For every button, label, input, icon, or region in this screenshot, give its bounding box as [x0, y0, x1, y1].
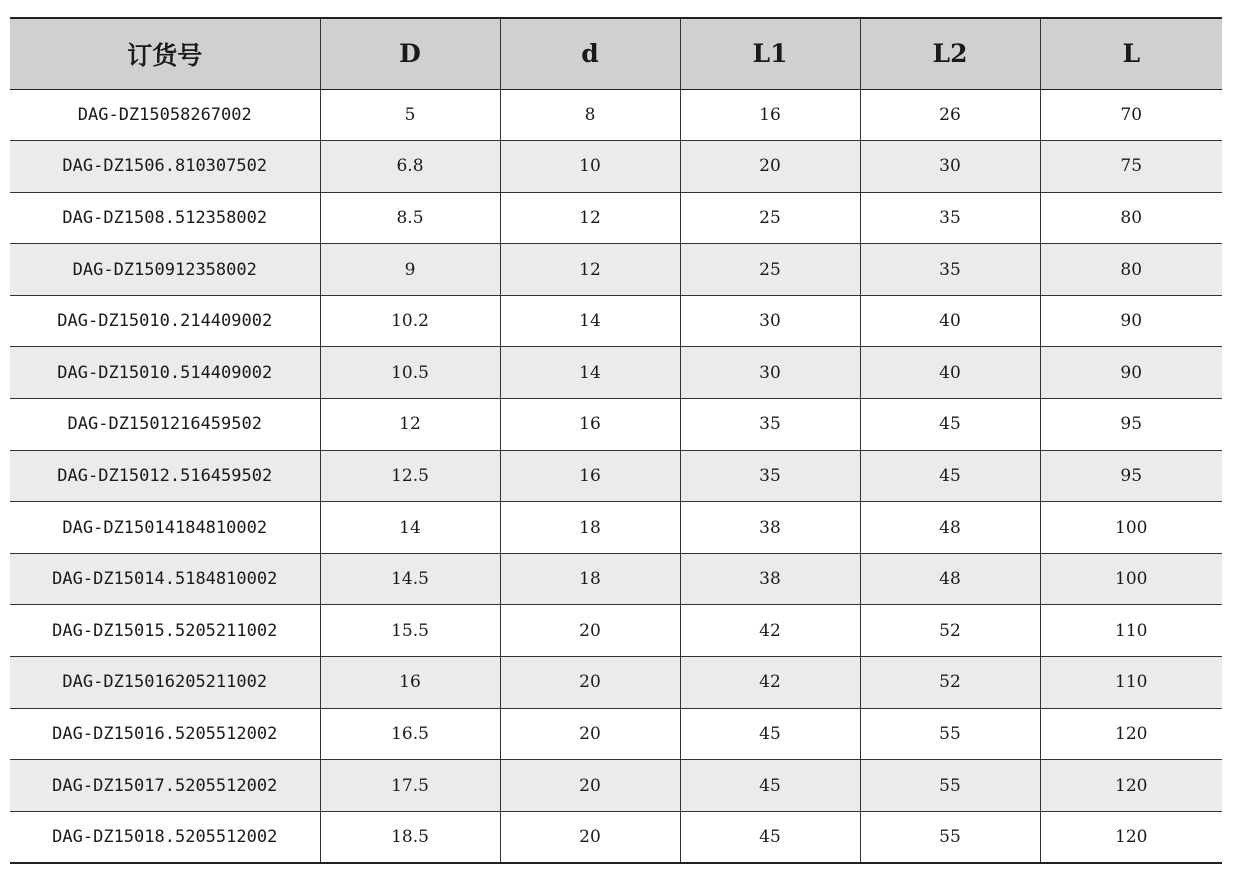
cell-L: 75: [1040, 141, 1222, 193]
cell-L1: 20: [680, 141, 860, 193]
cell-order-number: DAG-DZ1508.512358002: [10, 192, 320, 244]
cell-d: 20: [500, 811, 680, 863]
cell-order-number: DAG-DZ15010.214409002: [10, 295, 320, 347]
cell-L1: 42: [680, 605, 860, 657]
header-D: D: [320, 18, 500, 89]
cell-L: 80: [1040, 192, 1222, 244]
cell-D: 12: [320, 399, 500, 451]
cell-D: 8.5: [320, 192, 500, 244]
cell-L1: 25: [680, 192, 860, 244]
cell-d: 12: [500, 192, 680, 244]
cell-D: 17.5: [320, 760, 500, 812]
header-L: L: [1040, 18, 1222, 89]
cell-L1: 38: [680, 502, 860, 554]
cell-order-number: DAG-DZ15058267002: [10, 89, 320, 141]
cell-d: 20: [500, 708, 680, 760]
table-row: [10, 657, 1222, 709]
cell-L1: 35: [680, 399, 860, 451]
cell-order-number: DAG-DZ15018.5205512002: [10, 811, 320, 863]
cell-L2: 55: [860, 708, 1040, 760]
header-order-number: 订货号: [10, 18, 320, 89]
cell-L2: 45: [860, 450, 1040, 502]
cell-D: 14.5: [320, 553, 500, 605]
cell-L2: 35: [860, 192, 1040, 244]
cell-L2: 55: [860, 760, 1040, 812]
cell-d: 16: [500, 450, 680, 502]
cell-d: 14: [500, 295, 680, 347]
cell-L1: 42: [680, 657, 860, 709]
cell-L: 110: [1040, 605, 1222, 657]
cell-d: 14: [500, 347, 680, 399]
cell-D: 10.2: [320, 295, 500, 347]
table-row: [10, 399, 1222, 451]
table-row: [10, 192, 1222, 244]
table-header: [10, 18, 1222, 89]
cell-L1: 45: [680, 760, 860, 812]
cell-L2: 48: [860, 502, 1040, 554]
cell-L2: 40: [860, 295, 1040, 347]
table-row: [10, 760, 1222, 812]
table-row: [10, 89, 1222, 141]
cell-L: 80: [1040, 244, 1222, 296]
cell-order-number: DAG-DZ15016.5205512002: [10, 708, 320, 760]
cell-L1: 35: [680, 450, 860, 502]
cell-order-number: DAG-DZ1501216459502: [10, 399, 320, 451]
cell-D: 14: [320, 502, 500, 554]
cell-L: 100: [1040, 502, 1222, 554]
cell-d: 20: [500, 657, 680, 709]
table-row: [10, 450, 1222, 502]
cell-L: 100: [1040, 553, 1222, 605]
cell-order-number: DAG-DZ15015.5205211002: [10, 605, 320, 657]
cell-d: 16: [500, 399, 680, 451]
cell-d: 12: [500, 244, 680, 296]
cell-order-number: DAG-DZ15010.514409002: [10, 347, 320, 399]
table-row: [10, 811, 1222, 863]
cell-order-number: DAG-DZ15014184810002: [10, 502, 320, 554]
cell-d: 20: [500, 760, 680, 812]
cell-L: 90: [1040, 347, 1222, 399]
cell-L: 120: [1040, 811, 1222, 863]
cell-D: 16.5: [320, 708, 500, 760]
cell-L: 120: [1040, 760, 1222, 812]
cell-L1: 30: [680, 295, 860, 347]
cell-D: 18.5: [320, 811, 500, 863]
cell-order-number: DAG-DZ15014.5184810002: [10, 553, 320, 605]
product-spec-table-container: [10, 17, 1222, 864]
table-row: [10, 244, 1222, 296]
cell-L1: 38: [680, 553, 860, 605]
table-row: [10, 141, 1222, 193]
header-d: d: [500, 18, 680, 89]
cell-L: 120: [1040, 708, 1222, 760]
cell-L1: 16: [680, 89, 860, 141]
table-row: [10, 605, 1222, 657]
cell-D: 5: [320, 89, 500, 141]
cell-order-number: DAG-DZ1506.810307502: [10, 141, 320, 193]
cell-D: 16: [320, 657, 500, 709]
cell-L: 110: [1040, 657, 1222, 709]
cell-order-number: DAG-DZ15012.516459502: [10, 450, 320, 502]
cell-d: 18: [500, 502, 680, 554]
header-L2: L2: [860, 18, 1040, 89]
cell-L2: 26: [860, 89, 1040, 141]
cell-d: 18: [500, 553, 680, 605]
cell-L2: 52: [860, 657, 1040, 709]
cell-d: 20: [500, 605, 680, 657]
cell-L2: 45: [860, 399, 1040, 451]
cell-d: 10: [500, 141, 680, 193]
cell-L2: 30: [860, 141, 1040, 193]
cell-L1: 45: [680, 811, 860, 863]
cell-L2: 52: [860, 605, 1040, 657]
cell-D: 9: [320, 244, 500, 296]
table-row: [10, 295, 1222, 347]
cell-D: 15.5: [320, 605, 500, 657]
cell-L: 95: [1040, 450, 1222, 502]
cell-L1: 30: [680, 347, 860, 399]
table-row: [10, 708, 1222, 760]
table-row: [10, 347, 1222, 399]
cell-L2: 40: [860, 347, 1040, 399]
cell-order-number: DAG-DZ150912358002: [10, 244, 320, 296]
cell-d: 8: [500, 89, 680, 141]
header-L1: L1: [680, 18, 860, 89]
cell-L1: 45: [680, 708, 860, 760]
cell-D: 6.8: [320, 141, 500, 193]
cell-L: 95: [1040, 399, 1222, 451]
cell-L2: 55: [860, 811, 1040, 863]
cell-D: 10.5: [320, 347, 500, 399]
cell-L2: 35: [860, 244, 1040, 296]
cell-L: 70: [1040, 89, 1222, 141]
header-row: [10, 18, 1222, 89]
cell-order-number: DAG-DZ15016205211002: [10, 657, 320, 709]
cell-order-number: DAG-DZ15017.5205512002: [10, 760, 320, 812]
table-body: [10, 89, 1222, 863]
table-row: [10, 553, 1222, 605]
cell-D: 12.5: [320, 450, 500, 502]
table-row: [10, 502, 1222, 554]
cell-L: 90: [1040, 295, 1222, 347]
cell-L2: 48: [860, 553, 1040, 605]
cell-L1: 25: [680, 244, 860, 296]
product-spec-table: [10, 17, 1222, 864]
